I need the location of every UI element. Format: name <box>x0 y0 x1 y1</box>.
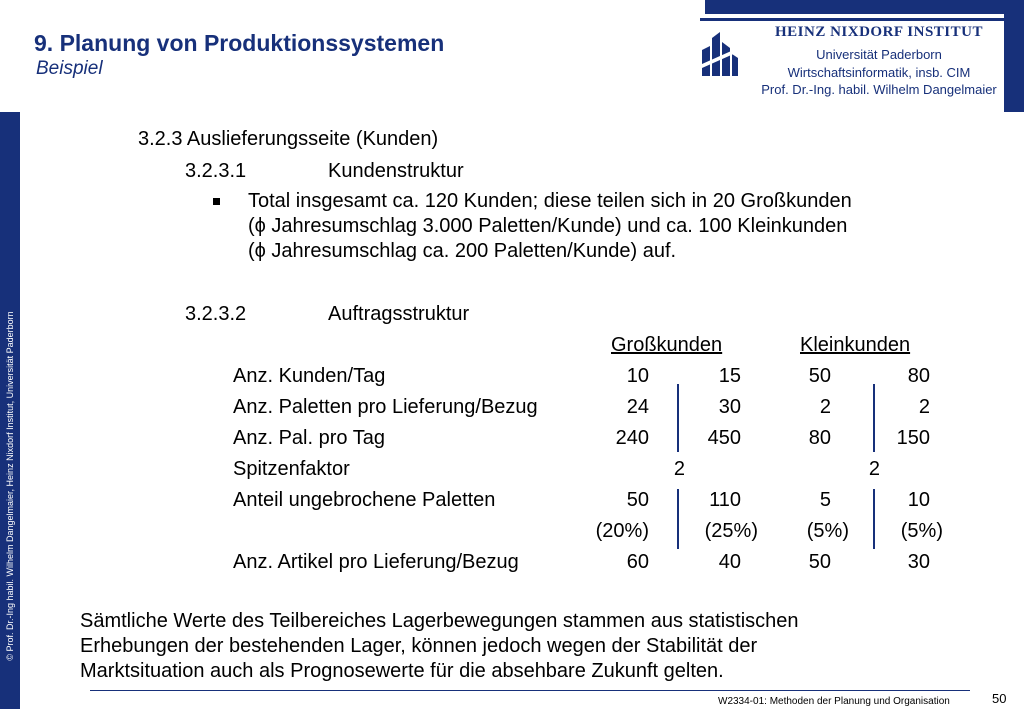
table-cell: 50 <box>808 551 831 573</box>
table-cell: 2 <box>918 396 930 418</box>
table-cell: 50 <box>808 365 831 387</box>
row-label: Anz. Artikel pro Lieferung/Bezug <box>233 551 519 573</box>
column-header-grosskunden: Großkunden <box>611 334 723 356</box>
subsection-2-number: 3.2.3.2 <box>185 303 247 325</box>
column-header-kleinkunden: Kleinkunden <box>800 334 911 356</box>
table-cell: 2 <box>819 396 831 418</box>
column-divider <box>677 489 679 549</box>
closing-text-line-3: Marktsituation auch als Prognosewerte für die absehbare Zukunft gelten. <box>80 660 724 682</box>
column-divider <box>677 419 679 452</box>
table-cell: (25%) <box>704 520 758 542</box>
page-subtitle: Beispiel <box>36 58 103 79</box>
table-cell: 24 <box>626 396 649 418</box>
institute-department: Wirtschaftsinformatik, insb. CIM <box>787 65 971 80</box>
table-cell: 80 <box>907 365 930 387</box>
copyright-credit: © Prof. Dr.-Ing habil. Wilhelm Dangelmaier, Heinz Nixdorf Institut, Universität Paderborn <box>5 311 15 661</box>
subsection-1-title: Kundenstruktur <box>328 160 464 182</box>
table-cell: 2 <box>868 458 880 480</box>
footer-course: W2334-01: Methoden der Planung und Organisation <box>718 696 950 707</box>
column-divider <box>873 384 875 420</box>
header-bar <box>705 0 1024 14</box>
table-cell: 110 <box>709 489 741 511</box>
row-label: Anz. Paletten pro Lieferung/Bezug <box>233 396 538 418</box>
closing-text-line-2: Erhebungen der bestehenden Lager, können jedoch wegen der Stabilität der <box>80 635 758 657</box>
institute-university: Universität Paderborn <box>816 47 942 62</box>
table-cell: 10 <box>626 365 649 387</box>
column-divider <box>873 419 875 452</box>
institute-professor: Prof. Dr.-Ing. habil. Wilhelm Dangelmaier <box>761 82 997 97</box>
bullet-square-icon <box>213 198 220 205</box>
subsection-1-number: 3.2.3.1 <box>185 160 247 182</box>
column-divider <box>677 384 679 420</box>
row-label: Anteil ungebrochene Paletten <box>233 489 496 511</box>
section-heading: 3.2.3 Auslieferungsseite (Kunden) <box>138 128 439 150</box>
table-cell: 450 <box>707 427 741 449</box>
table-cell: 10 <box>907 489 930 511</box>
column-divider <box>873 489 875 549</box>
table-cell: 60 <box>626 551 649 573</box>
row-label: Anz. Pal. pro Tag <box>233 427 385 449</box>
subsection-2-title: Auftragsstruktur <box>328 303 470 325</box>
table-cell: 50 <box>626 489 649 511</box>
table-cell: 2 <box>673 458 685 480</box>
row-label: Spitzenfaktor <box>233 458 350 480</box>
nixdorf-logo-icon <box>700 28 740 78</box>
page-title: 9. Planung von Produktionssystemen <box>34 30 445 56</box>
institute-name: HEINZ NIXDORF INSTITUT <box>775 24 983 40</box>
bullet-text-line-3: (ϕ Jahresumschlag ca. 200 Paletten/Kunde) auf. <box>248 240 677 262</box>
table-cell: 40 <box>718 551 741 573</box>
table-cell: 30 <box>718 396 741 418</box>
table-cell: 150 <box>896 427 930 449</box>
table-cell: 240 <box>615 427 649 449</box>
table-cell: (20%) <box>595 520 649 542</box>
closing-text-line-1: Sämtliche Werte des Teilbereiches Lagerbewegungen stammen aus statistischen <box>80 610 799 632</box>
page-number: 50 <box>992 691 1007 706</box>
footer-rule <box>90 690 970 691</box>
bullet-text-line-2: (ϕ Jahresumschlag 3.000 Paletten/Kunde) und ca. 100 Kleinkunden <box>248 215 848 237</box>
table-cell: 30 <box>907 551 930 573</box>
bullet-text-line-1: Total insgesamt ca. 120 Kunden; diese teilen sich in 20 Großkunden <box>248 190 852 212</box>
table-cell: (5%) <box>900 520 943 542</box>
table-cell: 5 <box>819 489 831 511</box>
table-cell: 80 <box>808 427 831 449</box>
table-cell: 15 <box>718 365 741 387</box>
table-cell: (5%) <box>806 520 849 542</box>
row-label: Anz. Kunden/Tag <box>233 365 386 387</box>
header-rule <box>700 18 1004 21</box>
